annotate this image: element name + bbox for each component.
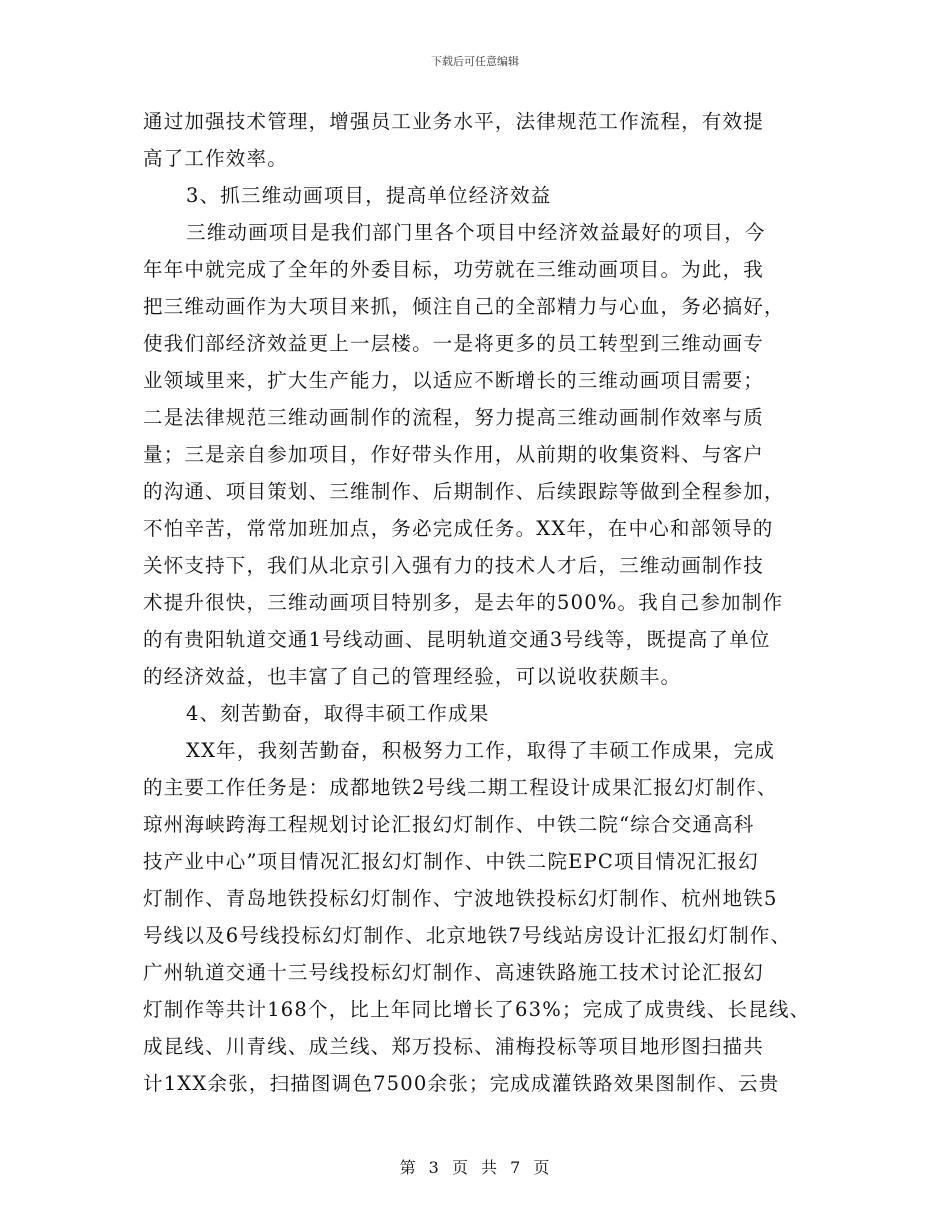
text-line: 成昆线、川青线、成兰线、郑万投标、浦梅投标等项目地形图扫描共: [143, 1035, 765, 1058]
text-line: 广州轨道交通十三号线投标幻灯制作、高速铁路施工技术讨论汇报幻: [143, 961, 765, 984]
text-line: 的经济效益，也丰富了自己的管理经验，可以说收获颇丰。: [143, 665, 682, 688]
text-line: 通过加强技术管理，增强员工业务水平，法律规范工作流程，有效提: [143, 110, 765, 133]
text-line: 的有贵阳轨道交通1号线动画、昆明轨道交通3号线等，既提高了单位: [143, 628, 771, 651]
text-line: 关怀支持下，我们从北京引入强有力的技术人才后，三维动画制作技: [143, 554, 765, 577]
text-line: 灯制作等共计168个，比上年同比增长了63%；完成了成贵线、长昆线、: [143, 998, 811, 1021]
text-line: 使我们部经济效益更上一层楼。一是将更多的员工转型到三维动画专: [143, 332, 765, 355]
text-line: 高了工作效率。: [143, 147, 288, 170]
text-line: 三维动画项目是我们部门里各个项目中经济效益最好的项目，今: [186, 221, 766, 244]
text-line: 的主要工作任务是：成都地铁2号线二期工程设计成果汇报幻灯制作、: [143, 776, 778, 799]
text-line: 年年中就完成了全年的外委目标，功劳就在三维动画项目。为此，我: [143, 258, 765, 281]
text-line: 二是法律规范三维动画制作的流程，努力提高三维动画制作效率与质: [143, 406, 765, 429]
page-footer: 第 3 页 共 7 页: [399, 1158, 551, 1177]
text-line: 的沟通、项目策划、三维制作、后期制作、后续跟踪等做到全程参加，: [143, 480, 785, 503]
text-line: 术提升很快，三维动画项目特别多，是去年的500%。我自己参加制作: [143, 591, 784, 614]
text-line: 3、抓三维动画项目，提高单位经济效益: [186, 184, 552, 207]
text-line: XX年，我刻苦勤奋，积极努力工作，取得了丰硕工作成果，完成: [186, 739, 776, 762]
text-line: 琼州海峡跨海工程规划讨论汇报幻灯制作、中铁二院“综合交通高科: [143, 813, 755, 836]
text-line: 计1XX余张，扫描图调色7500余张；完成成灌铁路效果图制作、云贵: [143, 1072, 780, 1095]
text-line: 业领域里来，扩大生产能力，以适应不断增长的三维动画项目需要；: [143, 369, 765, 392]
text-line: 量；三是亲自参加项目，作好带头作用，从前期的收集资料、与客户: [143, 443, 765, 466]
text-line: 号线以及6号线投标幻灯制作、北京地铁7号线站房设计汇报幻灯制作、: [143, 924, 792, 947]
text-line: 技产业中心”项目情况汇报幻灯制作、中铁二院EPC项目情况汇报幻: [143, 850, 759, 873]
text-line: 4、刻苦勤奋，取得丰硕工作成果: [186, 702, 490, 725]
text-line: 把三维动画作为大项目来抓，倾注自己的全部精力与心血，务必搞好，: [143, 295, 785, 318]
text-line: 不怕辛苦，常常加班加点，务必完成任务。XX年，在中心和部领导的: [143, 517, 774, 540]
page-header: 下载后可任意编辑: [431, 55, 519, 68]
text-line: 灯制作、青岛地铁投标幻灯制作、宁波地铁投标幻灯制作、杭州地铁5: [143, 887, 778, 910]
